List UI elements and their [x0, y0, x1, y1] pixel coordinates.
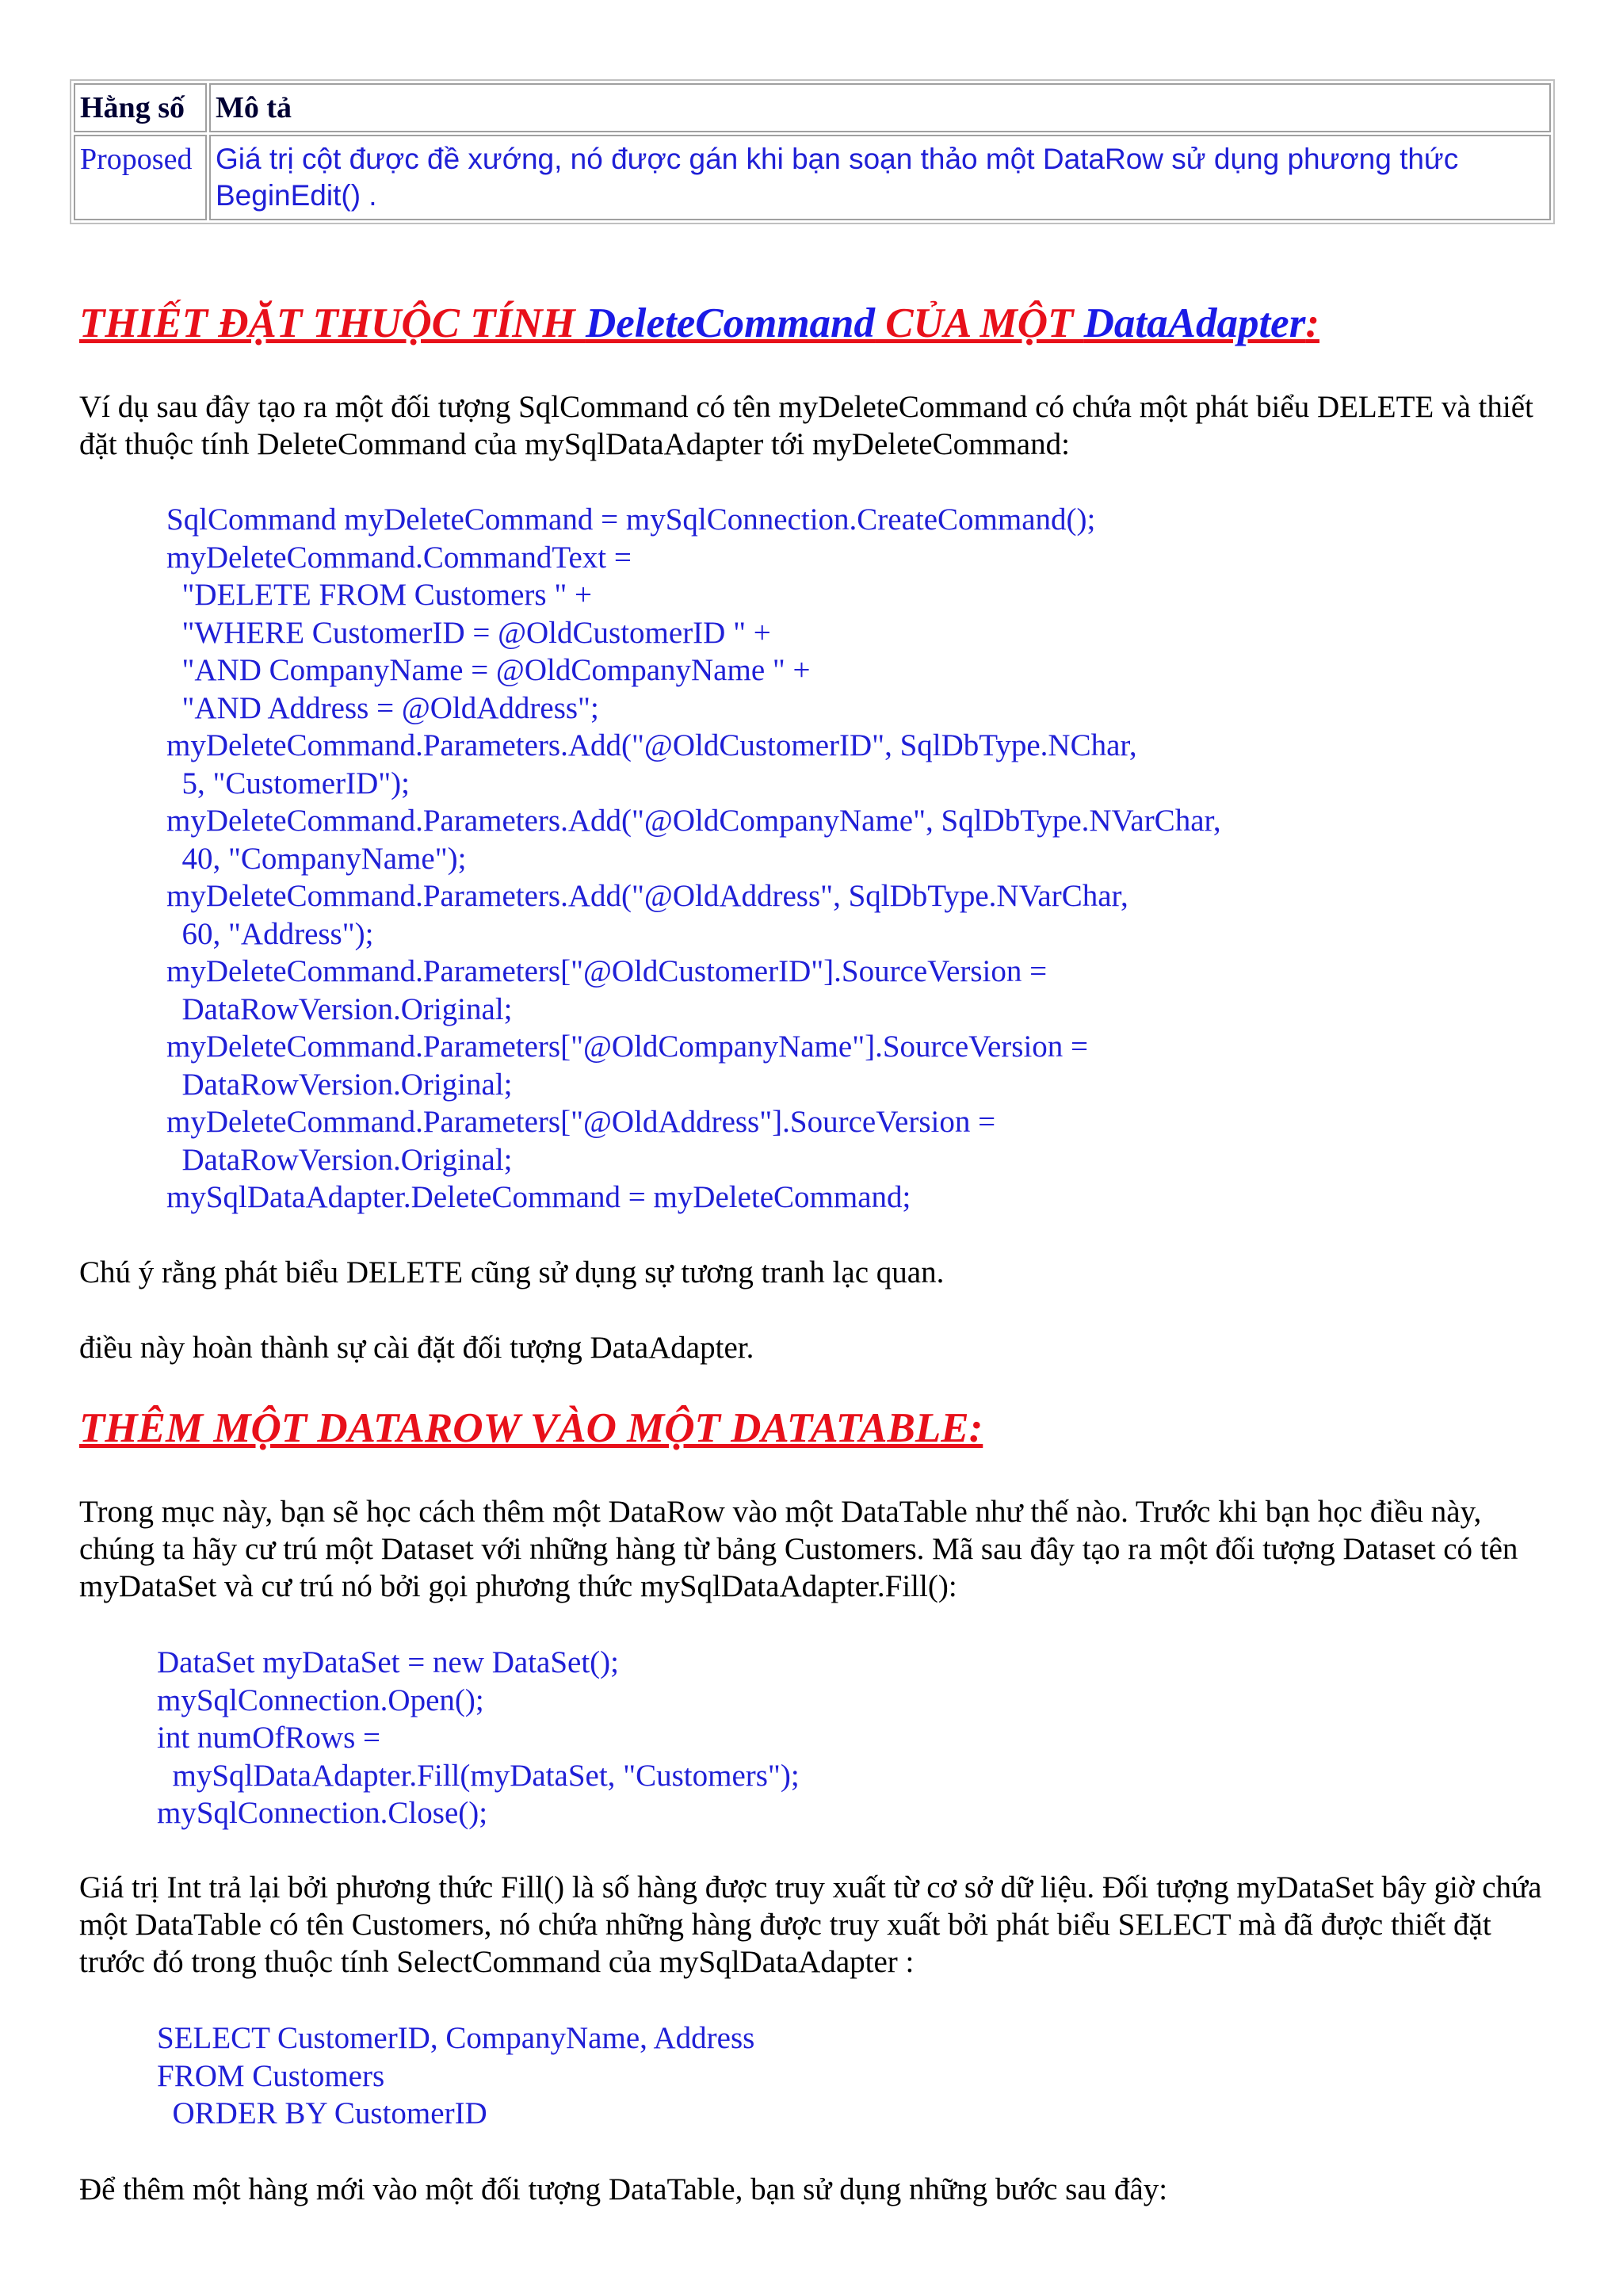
code-line: DataRowVersion.Original; — [166, 1067, 513, 1102]
heading-link-dataadapter[interactable]: DataAdapter — [1083, 300, 1306, 346]
section-heading-add-datarow: THÊM MỘT DATAROW VÀO MỘT DATATABLE: — [79, 1405, 983, 1451]
heading-text: CỦA MỘT — [875, 300, 1084, 346]
section2-para: Để thêm một hàng mới vào một đối tượng DataTable, bạn sử dụng những bước sau đây: — [79, 2172, 1168, 2206]
section1-intro: Ví dụ sau đây tạo ra một đối tượng SqlCommand có tên myDeleteCommand có chứa một phát biểu DELETE và thiết đặt thuộc tính DeleteCommand của mySqlDataAdapter tới myDeleteCommand: — [79, 390, 1533, 461]
code-line: "WHERE CustomerID = @OldCustomerID " + — [166, 615, 771, 650]
header-description: Mô tả — [209, 83, 1551, 132]
code-line: DataRowVersion.Original; — [166, 991, 513, 1026]
code-line: "DELETE FROM Customers " + — [166, 578, 592, 612]
code-line: 5, "CustomerID"); — [166, 766, 410, 800]
section-heading-deletecommand — [79, 300, 1319, 347]
code-line: "AND Address = @OldAddress"; — [166, 690, 599, 725]
cell-description: Giá trị cột được đề xướng, nó được gán khi bạn soạn thảo một DataRow sử dụng phương thức BeginEdit() . — [209, 135, 1551, 220]
code-line: SELECT CustomerID, CompanyName, Address — [157, 2021, 755, 2055]
select-sql-code — [157, 2019, 754, 2133]
code-line: int numOfRows = — [157, 1721, 381, 1755]
code-line: myDeleteCommand.CommandText = — [166, 540, 632, 575]
code-line: mySqlDataAdapter.DeleteCommand = myDeleteCommand; — [166, 1180, 911, 1214]
code-line: myDeleteCommand.Parameters["@OldCompanyName"].SourceVersion = — [166, 1030, 1089, 1064]
heading-colon: : — [1305, 300, 1319, 346]
code-line: myDeleteCommand.Parameters.Add("@OldAddress", SqlDbType.NVarChar, — [166, 879, 1128, 913]
table-row — [74, 135, 1551, 220]
code-line: 40, "CompanyName"); — [166, 841, 467, 876]
code-line: mySqlDataAdapter.Fill(myDataSet, "Customers"); — [157, 1758, 800, 1793]
heading-text: THIẾT ĐẶT THUỘC TÍNH — [79, 300, 586, 346]
section1-note: điều này hoàn thành sự cài đặt đối tượng DataAdapter. — [79, 1331, 754, 1365]
code-line: DataRowVersion.Original; — [166, 1142, 513, 1177]
code-line: myDeleteCommand.Parameters.Add("@OldCompanyName", SqlDbType.NVarChar, — [166, 804, 1221, 838]
cell-constant: Proposed — [74, 135, 207, 220]
code-line: mySqlConnection.Close(); — [157, 1796, 488, 1830]
section1-note: Chú ý rằng phát biểu DELETE cũng sử dụng sự tương tranh lạc quan. — [79, 1255, 945, 1289]
constants-table — [70, 79, 1555, 224]
fill-dataset-code — [157, 1644, 800, 1832]
heading-link-deletecommand[interactable]: DeleteCommand — [585, 300, 876, 346]
code-line: "AND CompanyName = @OldCompanyName " + — [166, 653, 811, 687]
code-line: mySqlConnection.Open(); — [157, 1683, 484, 1717]
code-line: SqlCommand myDeleteCommand = mySqlConnection.CreateCommand(); — [166, 502, 1096, 537]
code-line: myDeleteCommand.Parameters["@OldCustomerID"].SourceVersion = — [166, 954, 1048, 988]
section2-intro: Trong mục này, bạn sẽ học cách thêm một DataRow vào một DataTable như thế nào. Trước khi bạn học điều này, chúng ta hãy cư trú một Dataset với những hàng từ bảng Customers. Mã sau đây tạo ra một đối tượng Dataset có tên myDataSet và cư trú nó bởi gọi phương thức mySqlDataAdapter.Fill(): — [79, 1495, 1518, 1603]
code-line: myDeleteCommand.Parameters.Add("@OldCustomerID", SqlDbType.NChar, — [166, 728, 1137, 762]
code-line: DataSet myDataSet = new DataSet(); — [157, 1645, 619, 1679]
code-line: ORDER BY CustomerID — [157, 2096, 487, 2130]
table-header-row — [74, 83, 1551, 132]
delete-command-code — [166, 501, 1221, 1217]
header-constant: Hằng số — [74, 83, 207, 132]
code-line: 60, "Address"); — [166, 916, 374, 951]
code-line: FROM Customers — [157, 2058, 385, 2093]
section2-para: Giá trị Int trả lại bởi phương thức Fill() là số hàng được truy xuất từ cơ sở dữ liệu. Đối tượng myDataSet bây giờ chứa một DataTable có tên Customers, nó chứa những hàng được truy xuất bởi phát biểu SELECT mà đã được thiết đặt trước đó trong thuộc tính SelectCommand của mySqlDataAdapter : — [79, 1870, 1542, 1979]
code-line: myDeleteCommand.Parameters["@OldAddress"].SourceVersion = — [166, 1105, 996, 1139]
